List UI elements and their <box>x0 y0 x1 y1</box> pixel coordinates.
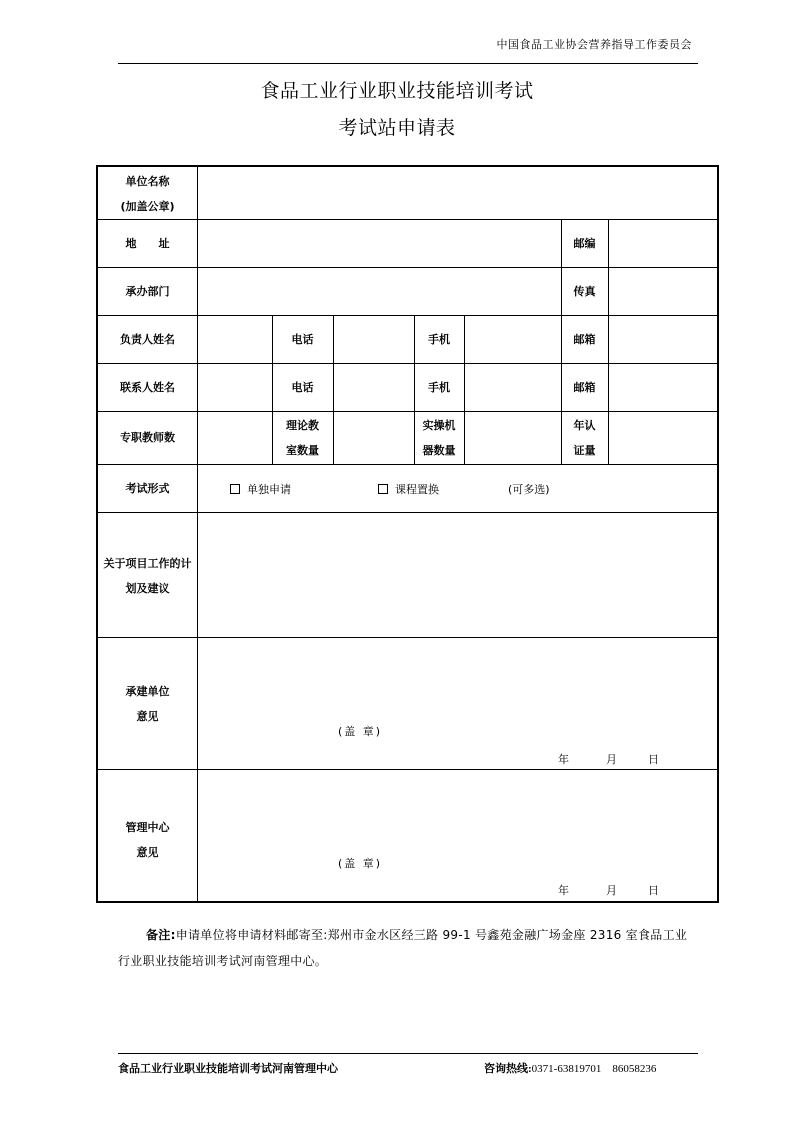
host-opinion-text-1: 承建单位 <box>125 685 170 698</box>
date-month: 月 <box>606 884 617 897</box>
exam-form-label: 考试形式 <box>125 482 170 495</box>
date-month: 月 <box>606 753 617 766</box>
date-day: 日 <box>648 884 659 897</box>
phone-label: 电话 <box>291 333 314 346</box>
contact-mobile-label: 手机 <box>428 381 450 394</box>
contact-person-field[interactable] <box>198 364 272 411</box>
unit-name-text: 单位名称 <box>125 175 170 188</box>
unit-seal-text: (加盖公章) <box>120 200 175 213</box>
hotline-numbers: 0371-63819701 86058236 <box>531 1063 657 1075</box>
practice-machines-field[interactable] <box>465 412 561 464</box>
theory-rooms-text-2: 室数量 <box>286 444 319 457</box>
contact-mobile-field[interactable] <box>465 364 561 411</box>
contact-email-field[interactable] <box>609 364 717 411</box>
seal-mark: (盖 章) <box>338 725 383 738</box>
theory-rooms-text-1: 理论教 <box>286 419 319 432</box>
footer-rule <box>118 1053 698 1054</box>
annual-cert-field[interactable] <box>609 412 717 464</box>
contact-email-label: 邮箱 <box>573 381 596 394</box>
host-unit-opinion-label <box>98 679 197 729</box>
center-opinion-text-2: 意见 <box>136 846 159 859</box>
form-title: 食品工业行业职业技能培训考试 <box>260 80 534 102</box>
email-label: 邮箱 <box>573 333 596 346</box>
remarks-label: 备注: <box>146 928 176 942</box>
unit-name-label <box>98 169 197 219</box>
option-single-application[interactable] <box>230 483 291 497</box>
management-center-opinion-field[interactable] <box>198 770 717 901</box>
annual-cert-text-1: 年认 <box>573 419 596 432</box>
person-in-charge-field[interactable] <box>198 316 272 363</box>
header-rule <box>118 63 698 64</box>
date-year: 年 <box>558 753 569 766</box>
mobile-field[interactable] <box>465 316 561 363</box>
contact-phone-label: 电话 <box>291 381 314 394</box>
teachers-label: 专职教师数 <box>120 431 175 444</box>
organization-header: 中国食品工业协会营养指导工作委员会 <box>496 38 692 51</box>
seal-mark: (盖 章) <box>338 857 383 870</box>
footer-hotline <box>484 1060 656 1076</box>
address-text-1: 地 <box>125 237 137 250</box>
theory-rooms-label <box>272 413 333 463</box>
postcode-field[interactable] <box>609 220 717 267</box>
checkbox-single-application[interactable] <box>230 484 240 494</box>
theory-rooms-field[interactable] <box>334 412 414 464</box>
plan-suggestions-label <box>98 551 197 601</box>
department-field[interactable] <box>198 268 561 315</box>
management-center-opinion-label <box>98 815 197 865</box>
remarks <box>118 922 698 974</box>
mobile-label: 手机 <box>428 333 450 346</box>
annual-cert-label <box>561 413 608 463</box>
option-course-replacement[interactable] <box>378 483 439 497</box>
unit-name-field[interactable] <box>198 167 717 219</box>
plan-text-2: 划及建议 <box>125 582 170 595</box>
footer-center-name: 食品工业行业职业技能培训考试河南管理中心 <box>118 1062 338 1075</box>
address-field[interactable] <box>198 220 561 267</box>
fax-field[interactable] <box>609 268 717 315</box>
plan-suggestions-field[interactable] <box>198 513 717 637</box>
date-year: 年 <box>558 884 569 897</box>
department-label: 承办部门 <box>125 285 170 298</box>
multi-select-note: (可多选) <box>508 483 550 496</box>
application-form <box>96 165 719 903</box>
annual-cert-text-2: 证量 <box>573 444 596 457</box>
practice-machines-label <box>414 413 464 463</box>
option-single-application-label: 单独申请 <box>247 483 291 496</box>
plan-text-1: 关于项目工作的计 <box>103 557 192 570</box>
host-opinion-text-2: 意见 <box>136 710 159 723</box>
contact-person-label: 联系人姓名 <box>120 381 175 394</box>
option-course-replacement-label: 课程置换 <box>395 483 439 496</box>
address-label <box>98 231 197 256</box>
person-in-charge-label: 负责人姓名 <box>120 333 175 346</box>
practice-machines-text-1: 实操机 <box>422 419 456 432</box>
email-field[interactable] <box>609 316 717 363</box>
hotline-label: 咨询热线: <box>484 1063 532 1075</box>
address-text-2: 址 <box>158 237 170 250</box>
checkbox-course-replacement[interactable] <box>378 484 388 494</box>
contact-phone-field[interactable] <box>334 364 414 411</box>
date-day: 日 <box>648 753 659 766</box>
fax-label: 传真 <box>573 285 596 298</box>
postcode-label: 邮编 <box>573 237 596 250</box>
form-subtitle: 考试站申请表 <box>338 117 456 139</box>
remarks-text: 申请单位将申请材料邮寄至:郑州市金水区经三路 99-1 号鑫苑金融广场金座 2316 室食品工业行业职业技能培训考试河南管理中心。 <box>118 928 688 968</box>
teachers-field[interactable] <box>198 412 272 464</box>
practice-machines-text-2: 器数量 <box>422 444 456 457</box>
center-opinion-text-1: 管理中心 <box>125 821 170 834</box>
row-divider <box>98 464 717 465</box>
host-unit-opinion-field[interactable] <box>198 638 717 769</box>
phone-field[interactable] <box>334 316 414 363</box>
